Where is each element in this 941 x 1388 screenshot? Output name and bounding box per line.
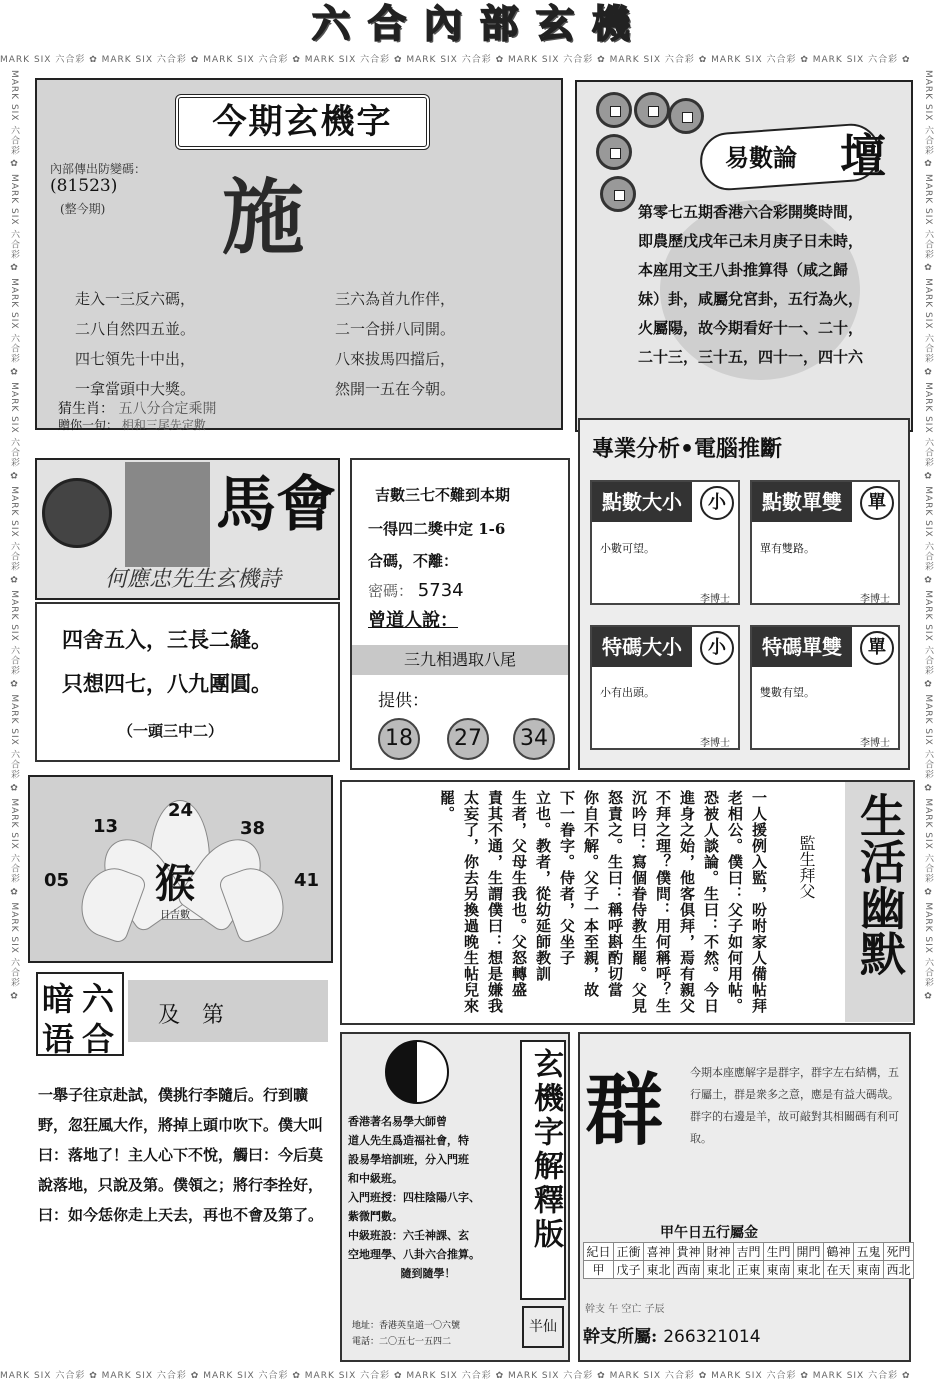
joke-column: 一人援例入監，吩咐家人備帖拜 [750,790,768,1014]
jishu-line-2: 一得四二獎中定 1-6 [368,520,506,538]
verse-line: 三六為首九作伴， [335,290,456,308]
lotus-label: 日吉數 [160,910,190,921]
yishu-line: 妹）卦，咸屬兌宮卦，五行為火， [638,290,864,308]
joke-column: 老相公。僕曰：父子如何用帖。 [726,790,744,1014]
joke-column: 責其不通，生謂僕曰：想是嫌我 [486,790,504,1014]
table-row [584,1261,914,1279]
table-cell: 西北 [884,1261,914,1279]
table-header: 正衝 [614,1243,644,1261]
joke-column: 太妄了，你去另換過晚生帖兒來 [462,790,480,1014]
jishu-heji-label: 合碼，不離： [368,552,459,570]
xuanji-code-note: (整今期) [60,202,106,216]
mahui-subtitle: 何應忠先生玄機詩 [105,567,282,592]
poem-line: 只想四七，八九團圓。 [62,671,272,696]
dashi-text [348,1112,508,1283]
shenghuo-title: 生活幽默 [853,792,907,976]
analysis-card-body: 雙數有望。 [760,686,815,699]
border-pattern-left: MARK SIX 六合彩 ✿ MARK SIX 六合彩 ✿ MARK SIX 六合彩 ✿ MARK SIX 六合彩 ✿ MARK SIX 六合彩 ✿ MARK SIX 六合彩 ✿ MARK SIX 六合彩 ✿ MARK SIX 六合彩 ✿ MARK SIX 六合彩 ✿ [9,70,19,1003]
yishu-line: 即農歷戊戌年己未月庚子日未時， [638,232,864,250]
joke-column: 罷。 [438,790,456,822]
verse-line: 八來拔馬四擋后， [335,350,456,368]
table-header: 五鬼 [854,1243,884,1261]
coin-icon [596,92,632,128]
xuanji-verse-right [335,284,545,404]
yishu-line: 本座用文王八卦推算得（咸之歸 [638,261,849,279]
table-header: 吉門 [734,1243,764,1261]
yishu-text [638,198,910,372]
qun-table [583,1242,914,1279]
joke-column: 生者，父母生我也。父怒轉盛 [510,790,528,998]
lotus-number: 38 [240,818,266,839]
table-header: 開門 [794,1243,824,1261]
table-header: 死門 [884,1243,914,1261]
analysis-card-sign: 李博士 [860,594,890,605]
table-header: 貴神 [674,1243,704,1261]
mahui-logo-icon [42,478,112,548]
joke-column: 恐被人談論。生曰：不然。今日 [702,790,720,1014]
ganzhi-col-value: 子辰 [644,1304,665,1315]
dashi-line: 空地理學、八卦六合推算。 [348,1248,480,1261]
qun-ganzhi-hidden-col [585,1300,665,1315]
border-pattern-top: MARK SIX 六合彩 ✿ MARK SIX 六合彩 ✿ MARK SIX 六合彩 ✿ MARK SIX 六合彩 ✿ MARK SIX 六合彩 ✿ MARK SIX 六合彩 ✿ MARK SIX 六合彩 ✿ MARK SIX 六合彩 ✿ MARK SIX 六合彩 ✿ [0,55,911,65]
jishu-tigong-label: 提供： [378,691,429,711]
mahui-portrait-image [125,462,210,567]
poem-line: 四舍五入，三長二縫。 [62,627,272,652]
table-cell: 東南 [854,1261,884,1279]
ganzhi-value: 266321014 [663,1327,761,1347]
ganzhi-col-value: 午 [608,1304,619,1315]
analysis-card-badge: 單 [860,631,894,665]
table-cell: 正東 [734,1261,764,1279]
analysis-card-body: 小有出頭。 [600,686,655,699]
gift-value: 相和三尾先定數 [121,418,206,432]
lotus-number: 24 [168,800,194,821]
verse-line: 一拿當頭中大獎。 [75,380,196,398]
yishu-heading-tail: 壇 [840,129,886,183]
analysis-card-badge: 小 [700,631,734,665]
joke-column: 不拜之理？僕問：用何稱呼？生 [654,790,672,1014]
verse-line: 四七領先十中出， [75,350,196,368]
qun-ganzhi [583,1322,761,1347]
table-row [584,1243,914,1261]
anyu-box-char: 合 [82,1020,115,1058]
border-pattern-bottom: MARK SIX 六合彩 ✿ MARK SIX 六合彩 ✿ MARK SIX 六合彩 ✿ MARK SIX 六合彩 ✿ MARK SIX 六合彩 ✿ MARK SIX 六合彩 ✿ MARK SIX 六合彩 ✿ MARK SIX 六合彩 ✿ MARK SIX 六合彩 ✿ [0,1371,911,1381]
dashi-vertical-title: 玄機字解釋版 [528,1048,563,1252]
masthead-title: 六合內部玄機 [311,2,648,46]
table-cell: 戊子 [614,1261,644,1279]
analysis-card-sign: 李博士 [860,738,890,749]
yishu-line: 二十三，三十五，四十一，四十六 [638,348,864,366]
table-cell: 東北 [794,1261,824,1279]
mahui-poem-note: （一頭三中二） [118,722,224,740]
yin-yang-icon [385,1040,449,1104]
dashi-line: 道人先生爲造福社會，特 [348,1134,469,1147]
ganzhi-col-header: 幹支 [585,1304,605,1315]
joke-column: 你自不解。父子一本至親，故 [582,790,600,998]
xuanji-code: (81523) [50,176,118,196]
xuanji-big-char: 施 [222,170,305,266]
table-header: 紀日 [584,1243,614,1261]
table-header: 生門 [764,1243,794,1261]
dashi-line: 設易學培訓班，分入門班 [348,1153,469,1166]
analysis-card-body: 小數可望。 [600,542,655,555]
shenghuo-subtitle: 監生拜父 [797,835,816,899]
qun-table-title: 甲午日五行屬金 [660,1225,758,1241]
table-cell: 西南 [674,1261,704,1279]
gift-label: 贈你一句： [58,418,119,432]
xuanji-heading: 今期玄機字 [175,94,430,150]
analysis-card-sign: 李博士 [700,594,730,605]
number-ball: 34 [513,718,555,760]
shengxiao-label: 猜生肖： [58,401,114,417]
jishu-daoren: 曾道人說： [368,610,458,631]
table-header: 財神 [704,1243,734,1261]
anyu-box-char: 六 [82,980,115,1018]
ganzhi-col-header: 空亡 [621,1304,642,1315]
analysis-card-title: 點數大小 [592,482,692,522]
xuanji-shengxiao [58,398,216,418]
analysis-card-body: 單有雙路。 [760,542,815,555]
anyu-text: 一舉子往京赴試，僕挑行李隨后。行到曠野，忽狂風大作，將掉上頭巾吹下。僕大叫曰：落地了！主人心下不悅，觸曰：今后莫說落地，只說及第。僕領之；將行李拴好，曰：如今恁你走上天去，再也不會及第了。 [38,1086,324,1224]
analysis-card-badge: 單 [860,486,894,520]
anyu-box-char: 语 [42,1020,75,1058]
yishu-line: 火屬陽，故今期看好十一、二十， [638,319,864,337]
yishu-heading: 易數論 [725,143,797,172]
dashi-line: 紫微鬥數。 [348,1210,403,1223]
verse-line: 走入一三反六碼， [75,290,196,308]
analysis-card-title: 特碼大小 [592,627,692,667]
table-header: 鶴神 [824,1243,854,1261]
table-header: 喜神 [644,1243,674,1261]
dashi-line: 隨到隨學！ [400,1267,456,1280]
anyu-box-char: 暗 [42,980,75,1018]
joke-column: 沉吟曰：寫個眷侍教生罷。父見 [630,790,648,1014]
joke-column: 怒責之。生曰：稱呼斟酌切當 [606,790,624,998]
verse-line: 然開一五在今朝。 [335,380,456,398]
mahui-title: 馬會 [216,470,336,540]
jishu-band: 三九相遇取八尾 [352,645,568,675]
analysis-card-title: 特碼單雙 [752,627,852,667]
dashi-line: 香港著名易學大師曾 [348,1115,447,1128]
mima-label: 密碼： [368,582,414,600]
dashi-addr: 地址：香港英皇道一〇六號 [352,1321,461,1331]
coin-icon [596,134,632,170]
table-cell: 在天 [824,1261,854,1279]
lotus-number: 13 [93,816,119,837]
table-cell: 甲 [584,1261,614,1279]
xuanji-verse-left [75,284,275,404]
shengxiao-value: 五八分合定乘開 [118,401,217,417]
jishu-mima [368,580,464,601]
xuanji-code-label: 內部傳出防變碼： [50,162,147,176]
coin-icon [600,176,636,212]
table-cell: 東北 [644,1261,674,1279]
table-cell: 東南 [764,1261,794,1279]
lotus-number: 05 [44,870,70,891]
ganzhi-label: 幹支所屬: [583,1327,658,1347]
analysis-card-title: 點數單雙 [752,482,852,522]
analysis-card-sign: 李博士 [700,738,730,749]
coin-icon [668,98,704,134]
joke-column: 進身之始，他客俱拜，焉有親父 [678,790,696,1014]
number-ball: 27 [447,718,489,760]
xuanji-gift [58,416,206,433]
verse-line: 二一合拼八同開。 [335,320,456,338]
qun-text: 今期本座應解字是群字，群字左右結構，五行屬土，群是衆多之意，應是有益大碼哉。群字的右邊是羊，故可敲對其相關碼有利可取。 [690,1066,899,1145]
lotus-number: 41 [294,870,320,891]
dashi-line: 入門班授：四柱陰陽八字、 [348,1191,480,1204]
analysis-card-badge: 小 [700,486,734,520]
mahui-poem [62,618,272,706]
yishu-line: 第零七五期香港六合彩開獎時間， [638,203,864,221]
joke-column: 下一眷字。侍者，父坐子 [558,790,576,966]
shenghuo-body [435,790,771,1020]
dashi-line: 和中級班。 [348,1172,403,1185]
jishu-line-1: 吉數三七不難到本期 [375,486,511,504]
lotus-zodiac: 猴 [155,860,195,907]
dashi-seal: 半仙 [522,1306,564,1348]
verse-line: 二八自然四五並。 [75,320,196,338]
dashi-phone: 電話：二〇五七一五四二 [352,1337,452,1347]
joke-column: 立也。教者，從幼延師教訓 [534,790,552,982]
anyu-title: 及 第 [158,1003,225,1028]
mima-value: 5734 [417,580,464,601]
dashi-line: 中級班設：六壬神課、玄 [348,1229,469,1242]
coin-icon [634,92,670,128]
qun-char: 群 [585,1065,664,1156]
zhuanye-heading: 專業分析•電腦推斷 [592,437,783,462]
border-pattern-right: MARK SIX 六合彩 ✿ MARK SIX 六合彩 ✿ MARK SIX 六合彩 ✿ MARK SIX 六合彩 ✿ MARK SIX 六合彩 ✿ MARK SIX 六合彩 ✿ MARK SIX 六合彩 ✿ MARK SIX 六合彩 ✿ MARK SIX 六合彩 ✿ [923,70,933,1003]
number-ball: 18 [378,718,420,760]
table-cell: 東北 [704,1261,734,1279]
